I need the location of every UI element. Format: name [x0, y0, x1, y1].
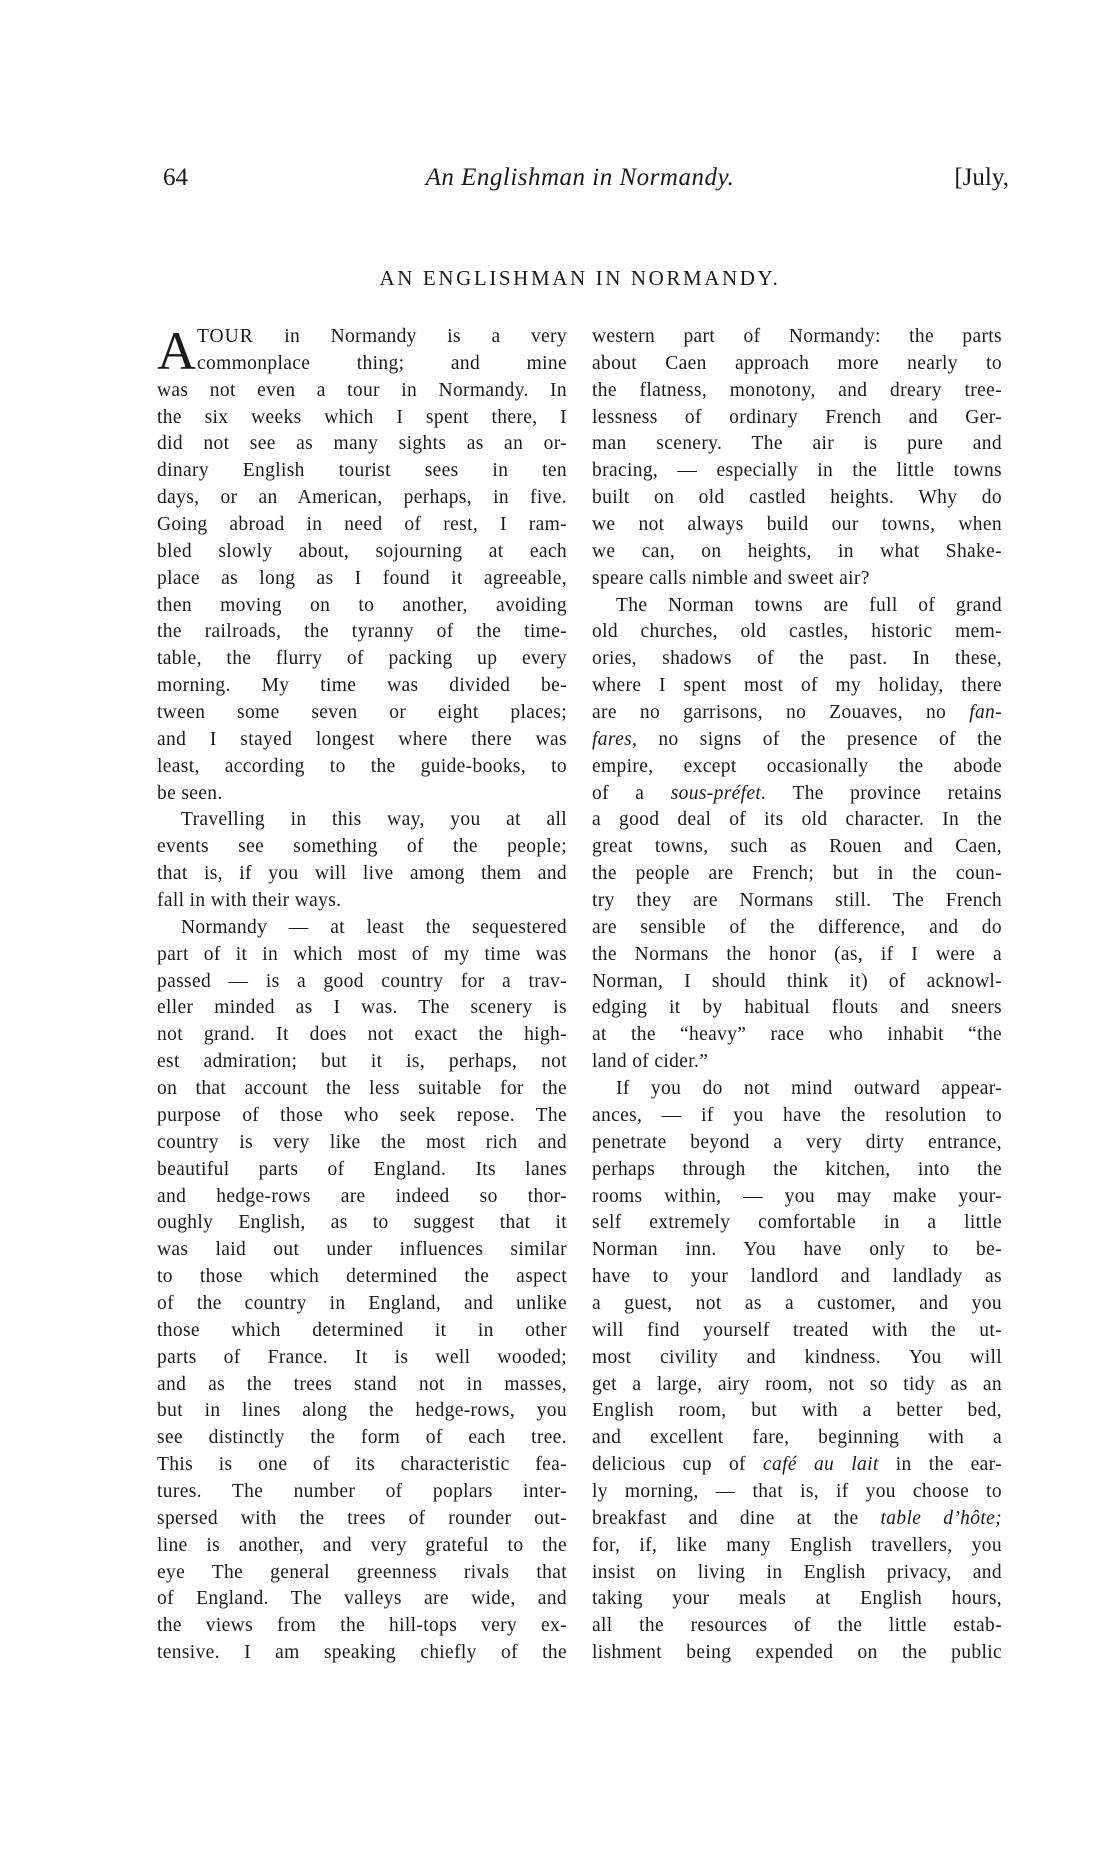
text-segment: dinary English tourist sees in ten [157, 460, 567, 482]
text-line [157, 351, 567, 378]
text-segment: in Normandy is a very [253, 326, 567, 347]
text-segment: for, if, like many English travellers, you [592, 1534, 1002, 1556]
text-segment: self extremely comfortable in a little [592, 1212, 1002, 1234]
text-line [592, 1452, 1002, 1479]
text-line [157, 593, 567, 620]
text-line [157, 807, 567, 834]
text-segment: a guest, not as a customer, and you [592, 1292, 1002, 1314]
text-segment: try they are Normans still. The French [592, 890, 1002, 912]
text-line [592, 566, 1002, 593]
text-segment: Normandy — at least the sequestered [181, 916, 567, 938]
text-segment: built on old castled heights. Why do [592, 487, 1002, 509]
text-line [592, 646, 1002, 673]
text-segment: to those which determined the aspect [157, 1266, 567, 1288]
text-segment: the Normans the honor (as, if I were a [592, 943, 1002, 965]
text-segment: table, the flurry of packing up every [157, 648, 567, 670]
text-segment: will find yourself treated with the ut- [592, 1319, 1002, 1341]
text-segment: lessness of ordinary French and Ger- [592, 406, 1002, 428]
text-segment: most civility and kindness. You will [592, 1346, 1002, 1368]
text-line [157, 405, 567, 432]
text-segment: events see something of the people; [157, 836, 567, 858]
text-segment: of England. The valleys are wide, and [157, 1588, 567, 1610]
text-line [157, 1291, 567, 1318]
text-segment: are no garrisons, no Zouaves, no [592, 702, 970, 724]
text-line [592, 969, 1002, 996]
text-segment: have to your landlord and landlady as [592, 1266, 1002, 1288]
text-line [592, 1345, 1002, 1372]
text-line [157, 1237, 567, 1264]
text-line [157, 566, 567, 593]
text-line [592, 1237, 1002, 1264]
text-segment: eller minded as I was. The scenery is [157, 997, 567, 1019]
text-segment: days, or an American, perhaps, in five. [157, 487, 567, 509]
text-segment: but in lines along the hedge-rows, you [157, 1400, 567, 1422]
text-segment: penetrate beyond a very dirty entrance, [592, 1131, 1002, 1153]
text-segment: the people are French; but in the coun- [592, 863, 1002, 885]
text-line [157, 1264, 567, 1291]
text-line [592, 995, 1002, 1022]
text-line [157, 1130, 567, 1157]
text-line [592, 1425, 1002, 1452]
text-segment: get a large, airy room, not so tidy as an [592, 1373, 1002, 1395]
text-line [592, 1130, 1002, 1157]
text-segment: fall in with their ways. [157, 890, 342, 912]
text-segment: ories, shadows of the past. In these, [592, 648, 1002, 670]
text-segment: at the “heavy” race who inhabit “the [592, 1024, 1002, 1046]
text-segment: ly morning, — that is, if you choose to [592, 1480, 1002, 1502]
text-segment: great towns, such as Rouen and Caen, [592, 836, 1002, 858]
text-line [592, 619, 1002, 646]
text-segment: all the resources of the little estab- [592, 1615, 1002, 1637]
text-segment: on that account the less suitable for the [157, 1078, 567, 1100]
text-line [592, 1318, 1002, 1345]
text-segment: beautiful parts of England. Its lanes [157, 1158, 567, 1180]
text-segment: bracing, — especially in the little towns [592, 460, 1002, 482]
text-line [157, 1560, 567, 1587]
text-line [592, 1049, 1002, 1076]
text-line [592, 915, 1002, 942]
text-segment: of a [592, 782, 671, 804]
text-segment: empire, except occasionally the abode [592, 755, 1002, 777]
text-line [157, 969, 567, 996]
text-segment: speare calls nimble and sweet air? [592, 567, 870, 589]
text-line [157, 646, 567, 673]
text-line [157, 512, 567, 539]
text-line [157, 1157, 567, 1184]
text-segment: old churches, old castles, historic mem- [592, 621, 1002, 643]
italic-text: fares [592, 728, 633, 750]
text-segment: lishment being expended on the public [592, 1642, 1002, 1664]
text-line [157, 378, 567, 405]
text-segment: we can, on heights, in what Shake- [592, 540, 1002, 562]
text-segment: Norman inn. You have only to be- [592, 1239, 1002, 1261]
text-line [157, 1372, 567, 1399]
text-line [592, 1076, 1002, 1103]
lead-word: TOUR [197, 326, 254, 347]
text-line [592, 512, 1002, 539]
text-line [157, 431, 567, 458]
text-line [157, 1640, 567, 1667]
text-line [157, 781, 567, 808]
text-segment: purpose of those who seek repose. The [157, 1104, 567, 1126]
text-segment: the flatness, monotony, and dreary tree- [592, 379, 1002, 401]
text-segment: and as the trees stand not in masses, [157, 1373, 567, 1395]
text-line [157, 1533, 567, 1560]
text-segment: the railroads, the tyranny of the time- [157, 621, 567, 643]
text-line [592, 807, 1002, 834]
text-line [157, 485, 567, 512]
text-line [157, 1345, 567, 1372]
text-line [157, 1506, 567, 1533]
text-segment: see distinctly the form of each tree. [157, 1427, 567, 1449]
text-segment: about Caen approach more nearly to [592, 352, 1002, 374]
text-segment: that is, if you will live among them and [157, 863, 567, 885]
text-line [157, 915, 567, 942]
text-line [592, 781, 1002, 808]
text-segment: ances, — if you have the resolution to [592, 1104, 1002, 1126]
text-segment: bled slowly about, sojourning at each [157, 540, 567, 562]
text-line [157, 1398, 567, 1425]
text-segment: taking your meals at English hours, [592, 1588, 1002, 1610]
text-segment: we not always build our towns, when [592, 514, 1002, 536]
text-line [592, 324, 1002, 351]
text-segment: line is another, and very grateful to the [157, 1534, 567, 1556]
text-line [157, 700, 567, 727]
text-column-left [157, 321, 567, 1667]
text-line [157, 1022, 567, 1049]
text-line [157, 324, 567, 351]
text-segment: , no signs of the presence of the [632, 728, 1002, 750]
text-line [157, 539, 567, 566]
text-line [592, 888, 1002, 915]
text-segment: are sensible of the difference, and do [592, 916, 1002, 938]
text-line [157, 942, 567, 969]
text-segment: The Norman towns are full of grand [616, 594, 1002, 616]
text-line [592, 1210, 1002, 1237]
text-segment: in the ear- [878, 1454, 1002, 1476]
italic-text: fan- [969, 702, 1002, 724]
text-line [157, 1049, 567, 1076]
text-line [157, 1425, 567, 1452]
text-line [592, 431, 1002, 458]
text-segment: Travelling in this way, you at all [181, 809, 567, 831]
text-line [157, 1613, 567, 1640]
text-line [592, 1291, 1002, 1318]
text-line [157, 1184, 567, 1211]
text-line [592, 378, 1002, 405]
text-segment: breakfast and dine at the [592, 1507, 881, 1529]
text-line [592, 1157, 1002, 1184]
text-line [157, 1076, 567, 1103]
text-segment: morning. My time was divided be- [157, 675, 567, 697]
text-line [157, 1586, 567, 1613]
text-line [157, 1318, 567, 1345]
text-segment: If you do not mind outward appear- [616, 1078, 1002, 1100]
text-segment: tween some seven or eight places; [157, 702, 567, 724]
text-segment: was not even a tour in Normandy. In [157, 379, 567, 401]
text-line [592, 942, 1002, 969]
text-segment: tensive. I am speaking chiefly of the [157, 1642, 567, 1664]
text-segment: did not see as many sights as an or- [157, 433, 567, 455]
drop-cap: A [157, 321, 197, 381]
text-line [592, 727, 1002, 754]
text-line [592, 1506, 1002, 1533]
text-segment: part of it in which most of my time was [157, 943, 567, 965]
text-line [592, 1398, 1002, 1425]
text-segment: edging it by habitual flouts and sneers [592, 997, 1002, 1019]
text-segment: est admiration; but it is, perhaps, not [157, 1051, 567, 1073]
text-line [157, 1103, 567, 1130]
text-line [157, 458, 567, 485]
text-segment: passed — is a good country for a trav- [157, 970, 567, 992]
text-segment: a good deal of its old character. In the [592, 809, 1002, 831]
text-segment: commonplace thing; and mine [197, 352, 567, 374]
text-column-right [592, 324, 1002, 1667]
text-line [592, 1022, 1002, 1049]
text-line [592, 1372, 1002, 1399]
italic-text: sous-préfet. [670, 782, 767, 804]
text-segment: be seen. [157, 782, 223, 804]
text-segment: was laid out under influences similar [157, 1239, 567, 1261]
text-line [157, 888, 567, 915]
text-line [592, 1264, 1002, 1291]
text-segment: Going abroad in need of rest, I ram- [157, 514, 567, 536]
text-line [592, 700, 1002, 727]
text-line [592, 1586, 1002, 1613]
text-line [157, 1210, 567, 1237]
text-line [157, 754, 567, 781]
text-line [157, 1479, 567, 1506]
text-line [157, 834, 567, 861]
text-segment: oughly English, as to suggest that it [157, 1212, 567, 1234]
text-segment: The province retains [766, 782, 1002, 804]
text-line [592, 539, 1002, 566]
running-head [0, 164, 1112, 200]
italic-text: table d’hôte; [880, 1507, 1002, 1529]
text-segment: country is very like the most rich and [157, 1131, 567, 1153]
text-segment: land of cider.” [592, 1051, 709, 1073]
text-line [592, 1103, 1002, 1130]
text-line [592, 1184, 1002, 1211]
text-line [592, 1479, 1002, 1506]
text-line [592, 861, 1002, 888]
text-line [157, 861, 567, 888]
text-segment: man scenery. The air is pure and [592, 433, 1002, 455]
text-line [157, 1452, 567, 1479]
text-segment: not grand. It does not exact the high- [157, 1024, 567, 1046]
page-number: 64 [163, 164, 188, 191]
text-segment: eye The general greenness rivals that [157, 1561, 567, 1583]
text-segment: perhaps through the kitchen, into the [592, 1158, 1002, 1180]
text-line [592, 1560, 1002, 1587]
text-segment: English room, but with a better bed, [592, 1400, 1002, 1422]
text-line [157, 673, 567, 700]
text-line [592, 834, 1002, 861]
text-segment: tures. The number of poplars inter- [157, 1480, 567, 1502]
text-line [592, 593, 1002, 620]
text-segment: western part of Normandy: the parts [592, 326, 1002, 347]
text-line [592, 485, 1002, 512]
italic-text: café au lait [762, 1454, 879, 1476]
running-date: [July, [954, 164, 1009, 191]
text-segment: and hedge-rows are indeed so thor- [157, 1185, 567, 1207]
text-segment: parts of France. It is well wooded; [157, 1346, 567, 1368]
text-line [157, 619, 567, 646]
running-title: An Englishman in Normandy. [425, 164, 735, 191]
text-segment: insist on living in English privacy, and [592, 1561, 1002, 1583]
text-line [592, 405, 1002, 432]
text-segment: those which determined it in other [157, 1319, 567, 1341]
text-line [592, 1533, 1002, 1560]
text-line [592, 1613, 1002, 1640]
text-line [592, 458, 1002, 485]
text-segment: Norman, I should think it) of acknowl- [592, 970, 1002, 992]
text-line [592, 1640, 1002, 1667]
text-segment: rooms within, — you may make your- [592, 1185, 1002, 1207]
text-segment: then moving on to another, avoiding [157, 594, 567, 616]
text-segment: where I spent most of my holiday, there [592, 675, 1002, 697]
article-title: AN ENGLISHMAN IN NORMANDY. [379, 266, 781, 290]
text-segment: spersed with the trees of rounder out- [157, 1507, 567, 1529]
text-segment: the views from the hill-tops very ex- [157, 1615, 567, 1637]
text-segment: place as long as I found it agreeable, [157, 567, 567, 589]
text-segment: the six weeks which I spent there, I [157, 406, 567, 428]
text-segment: least, according to the guide-books, to [157, 755, 567, 777]
text-segment: delicious cup of [592, 1454, 763, 1476]
text-segment: This is one of its characteristic fea- [157, 1454, 567, 1476]
text-segment: of the country in England, and unlike [157, 1292, 567, 1314]
text-segment: and I stayed longest where there was [157, 728, 567, 750]
text-segment: and excellent fare, beginning with a [592, 1427, 1002, 1449]
text-line [592, 754, 1002, 781]
text-line [157, 995, 567, 1022]
text-line [592, 351, 1002, 378]
text-line [592, 673, 1002, 700]
text-line [157, 727, 567, 754]
